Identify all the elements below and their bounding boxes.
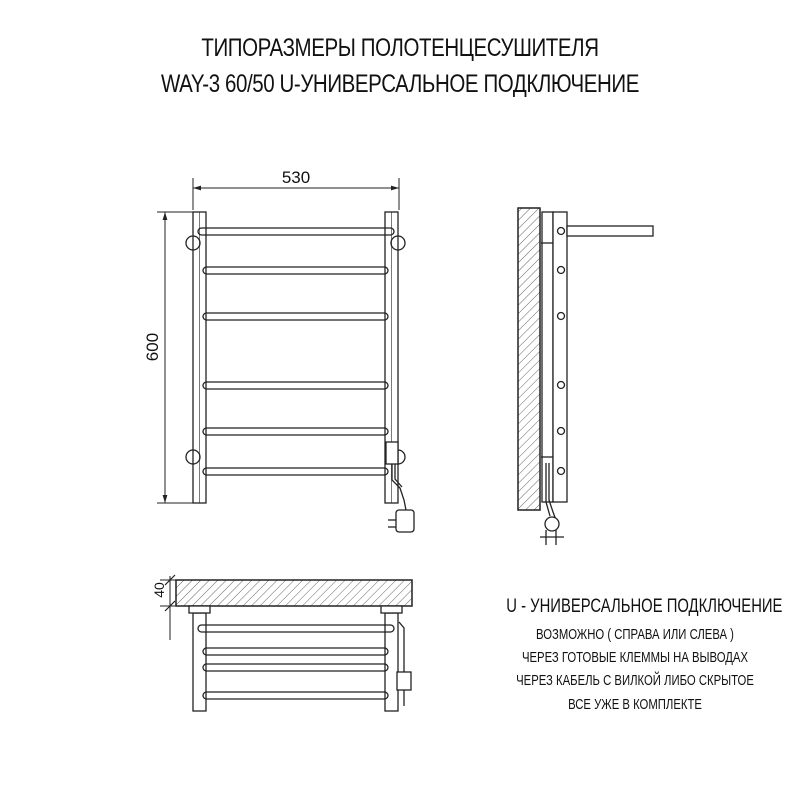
rung-2	[203, 267, 388, 274]
top-rung-3	[203, 664, 388, 671]
top-cable	[399, 622, 404, 672]
top-left-mount	[189, 606, 210, 613]
top-plug	[397, 672, 411, 690]
height-dimension-label: 600	[143, 332, 162, 362]
wall-section	[518, 208, 540, 510]
side-rung-dot-6	[558, 468, 565, 475]
rung-6	[203, 468, 388, 475]
side-rung-dot-4	[558, 382, 565, 389]
side-rung-dot-1	[558, 228, 565, 235]
front-view	[157, 178, 414, 532]
depth-dimension-label: 40	[151, 582, 167, 598]
rung-3	[203, 313, 388, 320]
side-upright	[542, 212, 553, 502]
side-rung-dot-5	[558, 428, 565, 435]
side-rung-dot-2	[558, 267, 565, 274]
plug-body	[396, 510, 414, 532]
top-wall-section	[176, 580, 412, 606]
top-right-mount	[381, 606, 402, 613]
top-rung-4	[203, 692, 388, 699]
shelf-projection	[567, 226, 653, 236]
rung-4	[203, 382, 388, 389]
diagram-title-line-2: WAY-3 60/50 U-УНИВЕРСАЛЬНОЕ ПОДКЛЮЧЕНИЕ	[160, 70, 640, 98]
note-line-4: ВСЕ УЖЕ В КОМПЛЕКТЕ	[568, 697, 702, 713]
width-dimension-label: 530	[281, 168, 311, 187]
diagram-title-line-1: ТИПОРАЗМЕРЫ ПОЛОТЕНЦЕСУШИТЕЛЯ	[201, 34, 599, 62]
top-rung-2	[203, 648, 388, 655]
rung-1	[198, 228, 394, 235]
side-rung-ends	[553, 212, 567, 502]
side-view	[518, 208, 653, 545]
note-line-2: ЧЕРЕЗ ГОТОВЫЕ КЛЕММЫ НА ВЫВОДАХ	[521, 650, 749, 666]
top-view	[160, 575, 412, 711]
note-line-1: ВОЗМОЖНО ( СПРАВА ИЛИ СЛЕВА )	[536, 627, 734, 643]
top-left-upright	[193, 613, 206, 711]
side-rung-dot-3	[558, 313, 565, 320]
note-line-3: ЧЕРЕЗ КАБЕЛЬ С ВИЛКОЙ ЛИБО СКРЫТОЕ	[516, 673, 754, 689]
top-rung-1	[198, 625, 394, 632]
rung-5	[203, 428, 388, 435]
top-right-upright	[385, 613, 398, 711]
note-heading: U - УНИВЕРСАЛЬНОЕ ПОДКЛЮЧЕНИЕ	[506, 596, 783, 617]
heater-terminal-box	[386, 442, 398, 464]
side-plug	[545, 517, 559, 531]
